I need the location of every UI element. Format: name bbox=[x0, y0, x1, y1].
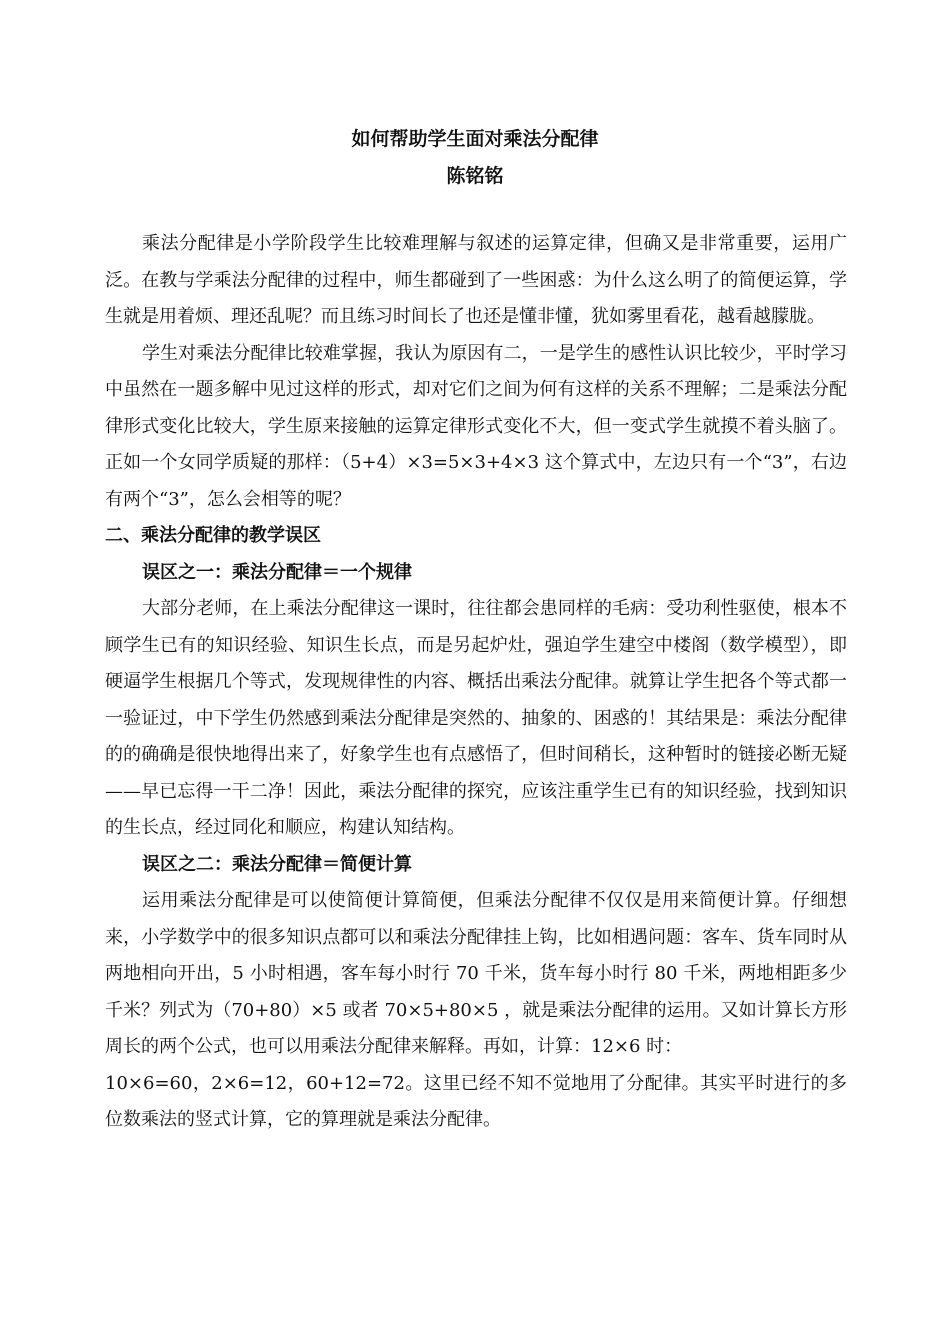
misconception-1-heading: 误区之一：乘法分配律＝一个规律 bbox=[142, 561, 412, 583]
intro-paragraph-1: 乘法分配律是小学阶段学生比较难理解与叙述的运算定律，但确又是非常重要，运用广泛。在教与学乘法分配律的过程中，师生都碰到了一些困惑：为什么这么明了的简便运算，学生就是用着烦、理还乱呢？而且练习时间长了也还是懂非懂，犹如雾里看花，越看越朦胧。 bbox=[105, 233, 847, 327]
misconception-1-paragraph: 大部分老师，在上乘法分配律这一课时，往往都会患同样的毛病：受功利性驱使，根本不顾学生已有的知识经验、知识生长点，而是另起炉灶，强迫学生建空中楼阁（数学模型），即硬逼学生根据几个等式，发现规律性的内容、概括出乘法分配律。就算让学生把各个等式都一一验证过，中下学生仍然感到乘法分配律是突然的、抽象的、困惑的！其结果是：乘法分配律的的确确是很快地得出来了，好象学生也有点感悟了，但时间稍长，这种暂时的链接必断无疑——早已忘得一干二净！因此，乘法分配律的探究，应该注重学生已有的知识经验，找到知识的生长点，经过同化和顺应，构建认知结构。 bbox=[105, 598, 847, 838]
intro-paragraph-2: 学生对乘法分配律比较难掌握，我认为原因有二，一是学生的感性认识比较少，平时学习中虽然在一题多解中见过这样的形式，却对它们之间为何有这样的关系不理解；二是乘法分配律形式变化比较大，学生原来接触的运算定律形式变化不大，但一变式学生就摸不着头脑了。正如一个女同学质疑的那样：（5+4）×3=5×3+4×3 这个算式中，左边只有一个“3”，右边有两个“3”，怎么会相等的呢？ bbox=[105, 342, 847, 510]
document-body bbox=[105, 226, 847, 1139]
misconception-2-heading: 误区之二：乘法分配律＝简便计算 bbox=[142, 853, 412, 875]
misconception-2-continuation: 10×6=60，2×6=12，60+12=72。这里已经不知不觉地用了分配律。其实平时进行的多位数乘法的竖式计算，它的算理就是乘法分配律。 bbox=[105, 1072, 847, 1130]
document-title: 如何帮助学生面对乘法分配律 bbox=[351, 128, 599, 150]
misconception-2-paragraph: 运用乘法分配律是可以使简便计算简便，但乘法分配律不仅仅是用来简便计算。仔细想来，小学数学中的很多知识点都可以和乘法分配律挂上钩，比如相遇问题：客车、货车同时从两地相向开出，5 小时相遇，客车每小时行 70 千米，货车每小时行 80 千米，两地相距多少千米？列式为（70+80）×5 或者 70×5+80×5 ，就是乘法分配律的运用。又如计算长方形周长的两个公式，也可以用乘法分配律来解释。再如，计算：12×6 时： bbox=[105, 890, 847, 1057]
section-heading: 二、乘法分配律的教学误区 bbox=[105, 525, 321, 546]
document-author: 陈铭铭 bbox=[446, 165, 504, 187]
